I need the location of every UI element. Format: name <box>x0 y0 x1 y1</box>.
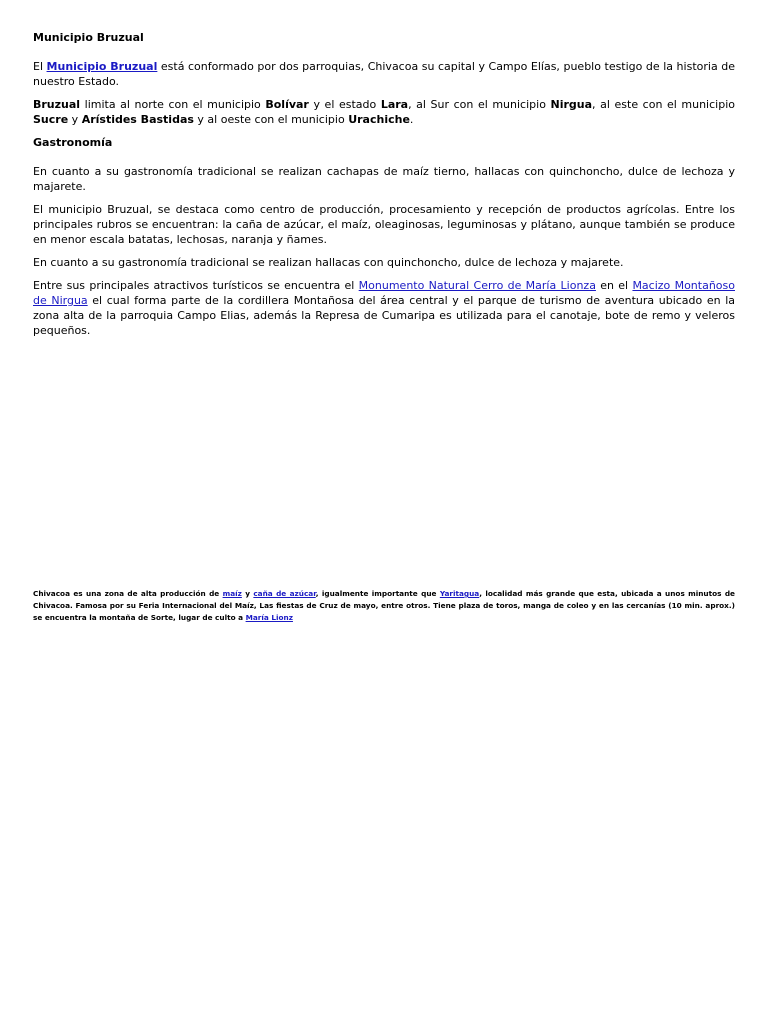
text: , localidad más grande que esta, ubicada a unos minutos de Chivacoa. Famosa por su Feria Internacional del Maíz, Las fiestas de Cruz de mayo, entre otros. Tiene plaza de toros, manga de coleo y en las cercanías (10 min. aprox.) se encuentra la montaña de Sorte, lugar de culto a <box>33 589 735 622</box>
text: el cual forma parte de la cordillera Montañosa del área central y el parque de turismo de aventura ubicado en la zona alta de la parroquia Campo Elias, además la Represa de Cumaripa es utilizada para el canotaje, bote de remo y veleros pequeños. <box>33 294 735 337</box>
gastronomy-paragraph-2: En cuanto a su gastronomía tradicional se realizan hallacas con quinchoncho, dulce de lechoza y majarete. <box>33 256 624 269</box>
macizo-montanoso-link[interactable]: Macizo Montañoso de Nirgua <box>33 279 735 307</box>
bold-text: Arístides Bastidas <box>81 113 194 126</box>
yaritagua-link[interactable]: Yaritagua <box>439 589 480 598</box>
text: y al oeste con el municipio <box>193 113 349 126</box>
bold-text: Lara <box>380 98 409 111</box>
section-heading-gastronomia: Gastronomía <box>33 136 113 149</box>
municipio-bruzual-link[interactable]: Municipio Bruzual <box>46 60 158 73</box>
bold-text: Sucre <box>33 113 69 126</box>
bold-text: Nirgua <box>550 98 593 111</box>
bold-text: Urachiche <box>348 113 410 126</box>
main-content <box>33 30 735 346</box>
cana-de-azucar-link[interactable]: caña de azúcar <box>253 589 316 598</box>
tourism-paragraph <box>33 278 735 338</box>
text: Entre sus principales atractivos turísticos se encuentra el <box>33 279 359 292</box>
monumento-natural-link[interactable]: Monumento Natural Cerro de María Lionza <box>358 279 596 292</box>
text: y <box>68 113 82 126</box>
production-paragraph: El municipio Bruzual, se destaca como centro de producción, procesamiento y recepción de productos agrícolas. Entre los principales rubros se encuentran: la caña de azúcar, el maíz, oleaginosas, leguminosas y plátano, aunque también se produce en menor escala batatas, lechosas, naranja y ñames. <box>33 203 735 246</box>
text: El <box>33 60 47 73</box>
text: , igualmente importante que <box>315 589 440 598</box>
maiz-link[interactable]: maíz <box>222 589 242 598</box>
footnote-paragraph <box>33 588 735 624</box>
text: está conformado por dos parroquias, Chivacoa su capital y Campo Elías, pueblo testigo de la historia de nuestro Estado. <box>33 60 735 88</box>
text: Chivacoa es una zona de alta producción de <box>33 589 223 598</box>
text: y <box>241 589 254 598</box>
text: limita al norte con el municipio <box>80 98 266 111</box>
bold-text: Bolívar <box>265 98 309 111</box>
text: , al Sur con el municipio <box>408 98 551 111</box>
text: en el <box>595 279 633 292</box>
text: , al este con el municipio <box>592 98 735 111</box>
gastronomy-paragraph: En cuanto a su gastronomía tradicional se realizan cachapas de maíz tierno, hallacas con quinchoncho, dulce de lechoza y majarete. <box>33 165 735 193</box>
bold-text: Bruzual <box>33 98 81 111</box>
limits-paragraph <box>33 97 735 127</box>
text: . <box>409 113 414 126</box>
page-title: Municipio Bruzual <box>33 31 144 44</box>
maria-lionza-link[interactable]: María Lionz <box>245 613 293 622</box>
text: y el estado <box>308 98 381 111</box>
intro-paragraph <box>33 59 735 89</box>
